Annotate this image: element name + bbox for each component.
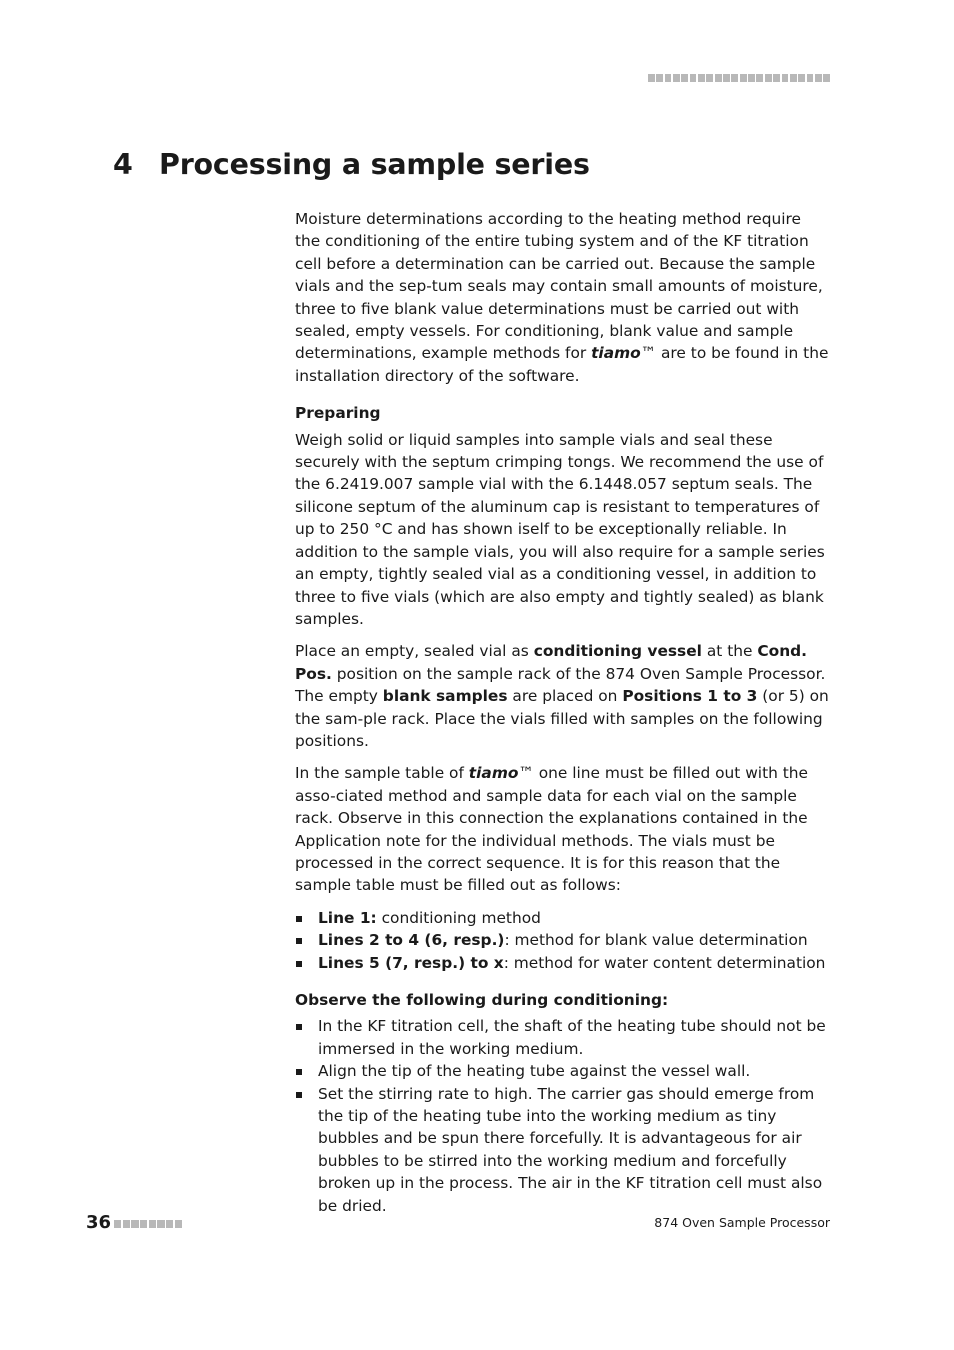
blank-samples-term: blank samples [382,687,508,706]
intro-paragraph [295,208,830,387]
list-item: Set the stirring rate to high. The carrier gas should emerge from the tip of the heating tube into the working medium as tiny bubbles and be spun there forcefully. It is advantageous for air bubbles to be stirred into the working medium and forcefully broken up in the process. The air in the KF titration cell must also be dried. [295,1083,830,1217]
observe-heading: Observe the following during conditioning: [295,991,669,1009]
list-item-text: : method for blank value determination [504,931,808,950]
conditioning-vessel-term: conditioning vessel [533,642,702,661]
positions-term: Positions 1 to 3 [622,687,758,706]
list-item-text: conditioning method [376,908,541,927]
p2-text-f: (or 5) on the sam-ple rack. Place the vials filled with samples on the following positions. [295,687,829,750]
list-item-label: Lines 2 to 4 (6, resp.) [318,931,505,950]
intro-text-2: ™ are to be found in the installation directory of the software. [295,344,829,385]
footer-decoration [114,1220,182,1228]
chapter-title [113,148,590,181]
sample-table-lines-list [295,907,830,974]
preparing-paragraph-1: Weigh solid or liquid samples into sample vials and seal these securely with the septum crimping tongs. We recommend the use of the 6.2419.007 sample vial with the 6.1448.057 septum seals. The silicone septum of the aluminum cap is resistant to temperatures of up to 250 °C and has shown iself to be exceptionally reliable. In addition to the sample vials, you will also require for a sample series an empty, tightly sealed vial as a conditioning vessel, in addition to three to five vials (which are also empty and tightly sealed) as blank samples. [295,430,825,628]
p2-text-a: Place an empty, sealed vial as [295,642,534,661]
p2-text-e: are placed on [507,687,623,706]
list-item [295,907,830,929]
list-item [295,929,830,951]
list-item-label: Line 1: [318,908,377,927]
p3-text-b: ™ one line must be filled out with the asso-ciated method and sample data for each vial on the sample rack. Observe in this connection the explanations contained in the Application note for the individual methods. The vials must be processed in the correct sequence. It is for this reason that the sample table must be filled out as follows: [295,764,809,895]
p2-text-c: at the [701,642,758,661]
brand-name: tiamo [591,344,641,363]
list-item-text: : method for water content determination [503,953,826,972]
intro-text-1: Moisture determinations according to the heating method require the conditioning of the entire tubing system and of the KF titration cell before a determination can be carried out. Because the sample vials and the sep-tum seals may contain small amounts of moisture, three to five blank value determinations must be carried out with sealed, empty vessels. For conditioning, blank value and sample determinations, example methods for [295,210,823,363]
preparing-paragraph-2 [295,640,830,752]
chapter-number: 4 [113,148,133,181]
list-item [295,952,830,974]
list-item: Align the tip of the heating tube against the vessel wall. [295,1060,830,1082]
preparing-heading: Preparing [295,404,381,423]
header-decoration [648,74,830,82]
list-item: In the KF titration cell, the shaft of the heating tube should not be immersed in the working medium. [295,1015,830,1060]
conditioning-notes-list [295,1015,830,1217]
p2-text-d: position on the sample rack of the 874 Oven Sample Processor. The empty [295,664,826,706]
brand-name: tiamo [468,764,519,783]
cond-pos-term: Cond. Pos. [295,642,808,683]
chapter-title-text: Processing a sample series [159,148,590,181]
p3-text-a: In the sample table of [295,764,469,783]
footer-document-title: 874 Oven Sample Processor [654,1215,830,1230]
main-content [295,208,830,1227]
list-item-label: Lines 5 (7, resp.) to x [318,953,504,972]
page-number: 36 [86,1212,112,1233]
preparing-paragraph-3 [295,762,830,896]
